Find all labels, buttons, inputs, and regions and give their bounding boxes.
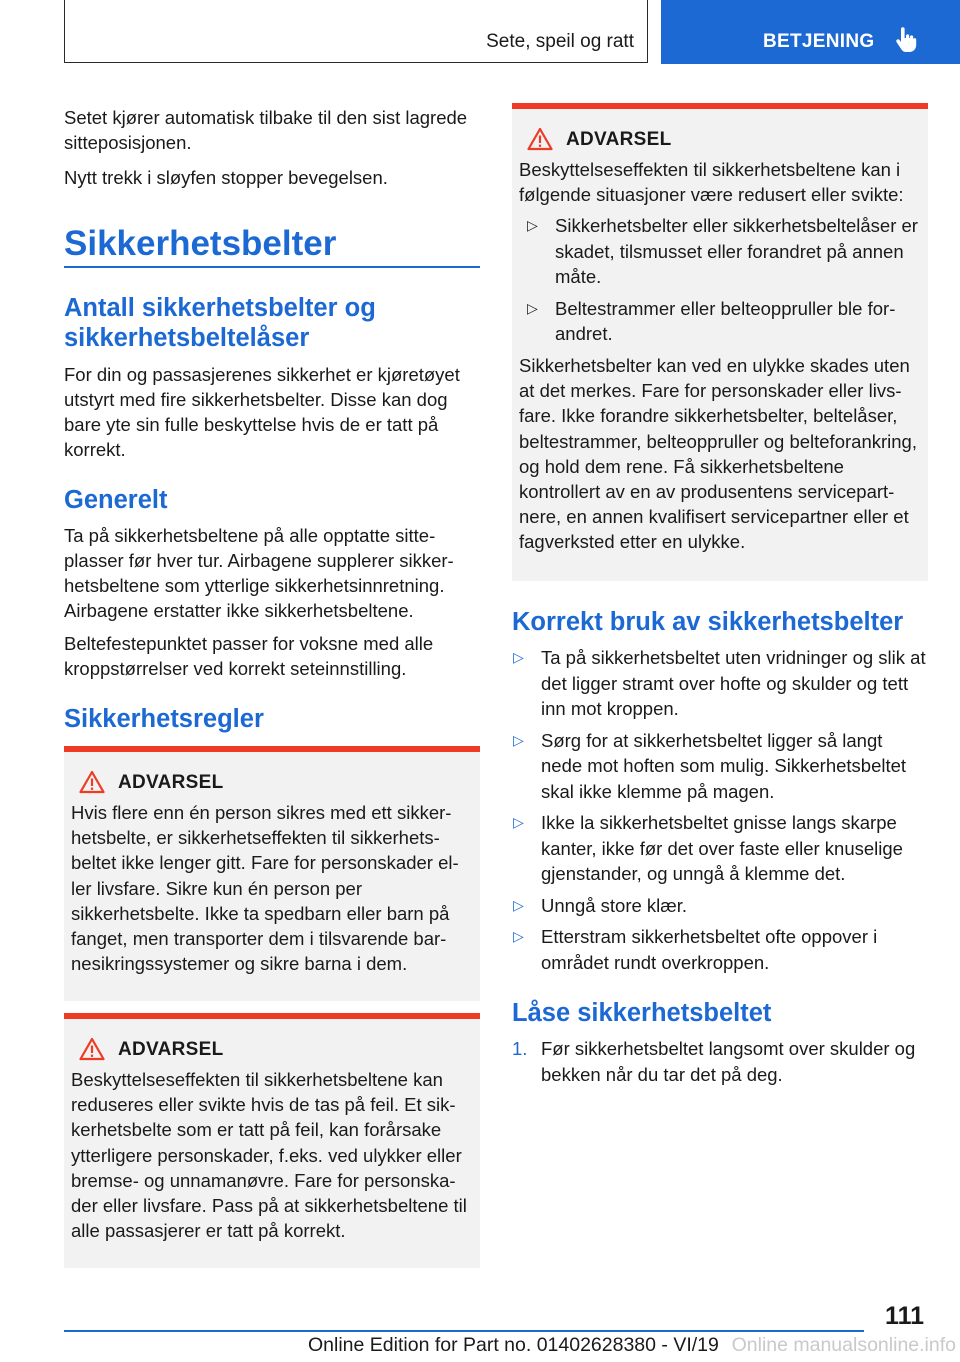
list-item: ▷ Etterstram sikkerhetsbeltet ofte oppover i området rundt overkroppen. — [513, 926, 878, 973]
footer-edition — [308, 1334, 719, 1357]
heading-seatbelts: Sikkerhetsbelter — [64, 224, 337, 263]
warning-triangle-icon — [79, 770, 105, 794]
warning-text: Beskyttelseseffekten til sikkerhetsbeltene kan i følgende situasjoner være redusert eller svikte: — [519, 159, 904, 206]
heading-general: Generelt — [64, 486, 168, 514]
warning-title: ADVARSEL — [118, 1039, 224, 1060]
general-paragraph: Beltefestepunktet passer for voksne med alle kroppstørrelser ved korrekt seteinnstilling. — [64, 633, 434, 679]
list-item: ▷ Unngå store klær. — [512, 893, 928, 919]
warning-triangle-icon — [527, 127, 553, 151]
intro-text — [64, 105, 480, 190]
heading-rule — [64, 266, 480, 268]
intro-paragraph: Nytt trekk i sløyfen stopper bevegelsen. — [64, 167, 388, 188]
list-item: ▷ Beltestrammer eller belteoppruller ble forandret. — [527, 297, 896, 345]
warning-title-row — [519, 129, 920, 155]
step-number: 1. — [512, 1038, 528, 1059]
header-section-box — [64, 0, 648, 63]
warning-title: ADVARSEL — [118, 772, 224, 793]
triangle-bullet-icon: ▷ — [513, 896, 524, 913]
list-item: ▷ Sikkerhetsbelter eller sikkerhetsbeltelåser er skadet, tilsmusset eller forandret på annen måte. — [527, 215, 918, 288]
warning-title-row — [71, 1039, 472, 1065]
warning-text: Beskyttelseseffekten til sikkerhetsbeltene kan reduseres eller svikte hvis de tas på feil. Et sikkerhetsbelte som er tatt på feil, kan forårsake ytterligere personskader, f.eks. ved ulykker eller bremse- og unnamanøvre. Fare for personskader eller livsfare. Pass på at sikkerhetsbeltene til alle passasjerer er tatt på korrekt. — [71, 1069, 467, 1242]
triangle-bullet-icon: ▷ — [513, 731, 524, 748]
general-paragraph: Ta på sikkerhetsbeltene på alle opptatte sitteplasser før hver tur. Airbagene supplerer sikkerhetsbeltene som ytterlige sikkerhetsinnretning. Airbagene erstatter ikke sikkerhetsbeltene. — [64, 525, 454, 621]
triangle-bullet-icon: ▷ — [513, 928, 524, 944]
heading-correct-use: Korrekt bruk av sikkerhetsbelter — [512, 608, 904, 636]
heading-rules: Sikkerhetsregler — [64, 705, 264, 733]
list-item: ▷ Ta på sikkerhetsbeltet uten vridninger og slik at det ligger stramt over hofte og skulder og tett inn mot kroppen. — [513, 647, 926, 719]
correct-use-list — [512, 645, 928, 981]
step-item: 1. Før sikkerhetsbeltet langsomt over skulder og bekken når du tar det på deg. — [512, 1038, 916, 1085]
warning-list — [519, 213, 920, 347]
count-paragraph: For din og passasjerenes sikkerhet er kjøretøyet utstyrt med fire sikkerhetsbelter. Disse kan dog bare yte sin fulle beskyttelse hvis de er tatt på korrekt. — [64, 364, 460, 460]
heading-count: Antall sikkerhetsbelter og sikkerhetsbeltelåser — [64, 294, 376, 352]
count-text — [64, 362, 480, 462]
warning-box — [64, 746, 480, 1001]
chapter-title: BETJENING — [763, 31, 875, 52]
warning-title: ADVARSEL — [566, 129, 672, 150]
lock-steps — [512, 1036, 928, 1087]
intro-paragraph: Setet kjører automatisk tilbake til den sist lagrede sitteposisjonen. — [64, 107, 468, 153]
warning-box — [64, 1013, 480, 1268]
warning-text: Hvis flere enn én person sikres med ett sikkerhetsbelte, er sikkerhetseffekten til sikkerhetsbeltet ikke lenger gitt. Fare for personskader eller livsfare. Sikre kun én person per sikkerhetsbelte. Ikke ta spedbarn eller barn på fanget, men transporter dem i tilsvarende barnesikringssystemer og sikre barna i dem. — [71, 802, 459, 975]
section-title: Sete, speil og ratt — [486, 31, 634, 52]
hand-pointer-icon — [895, 27, 917, 53]
heading-lock-belt: Låse sikkerhetsbeltet — [512, 999, 772, 1027]
warning-title-row — [71, 772, 472, 798]
triangle-bullet-icon: ▷ — [513, 814, 524, 830]
triangle-bullet-icon: ▷ — [513, 649, 524, 665]
footer-rule — [64, 1330, 864, 1332]
watermark: Online manualsonline.info — [731, 1334, 956, 1356]
header-chapter-box — [661, 0, 960, 64]
triangle-bullet-icon: ▷ — [527, 217, 538, 234]
list-item: ▷ Sørg for at sikkerhetsbeltet ligger så langt nede mot hoften som mulig. Sikkerhetsbeltet skal ikke klemme på magen. — [513, 729, 907, 802]
general-text — [64, 523, 480, 681]
list-item: ▷ Ikke la sikkerhetsbeltet gnisse langs skarpe kanter, ikke før det over faste eller knuselige gjenstander, og unngå å klemme det. — [513, 812, 903, 884]
warning-box — [512, 103, 928, 581]
warning-triangle-icon — [79, 1037, 105, 1061]
triangle-bullet-icon: ▷ — [527, 299, 538, 316]
warning-text: Sikkerhetsbelter kan ved en ulykke skades uten at det merkes. Fare for personskader eller livsfare. Ikke forandre sikkerhetsbelter, beltelåser, beltestrammer, belteoppruller og belteforankring, og hold dem rene. Få sikkerhetsbeltene kontrollert av en av produsentens servicepartnere, en annen kvalifisert servicepartner eller et fagverksted etter en ulykke. — [519, 354, 917, 553]
page-number: 111 — [885, 1302, 924, 1330]
edition-text: Online Edition for Part no. 01402628380 - VI/19 — [308, 1334, 719, 1356]
